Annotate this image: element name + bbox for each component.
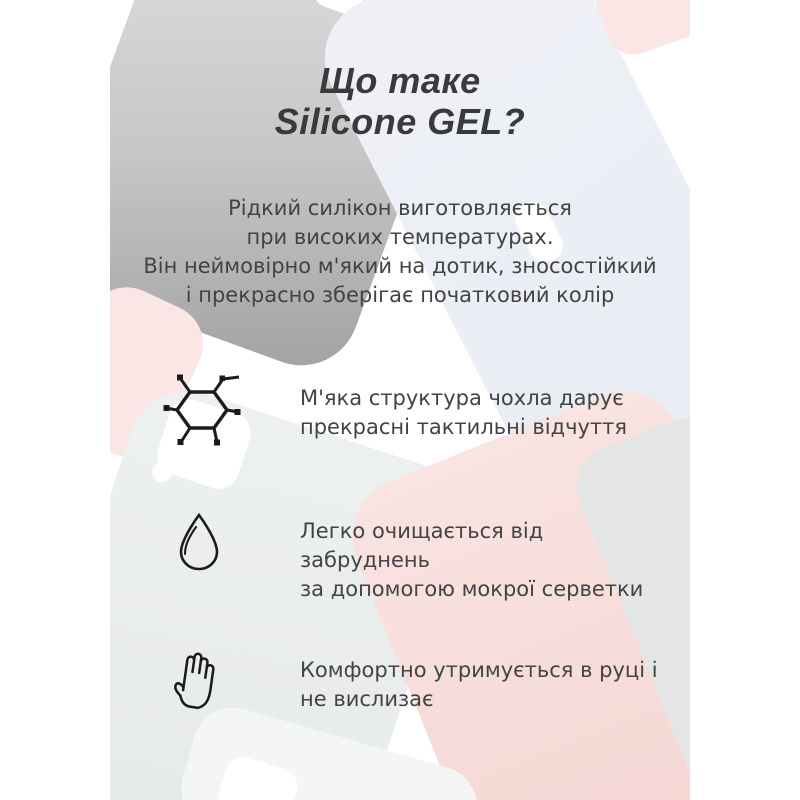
page-title [110, 60, 690, 142]
intro-line-4: і прекрасно зберігає початковий колір [185, 283, 615, 307]
intro-line-3: Він неймовірно м'який на дотик, зносостійкий [143, 254, 657, 278]
feature-text-easy-clean [300, 517, 660, 604]
feature-line: М'яка структура чохла дарує [300, 386, 624, 410]
hand-icon [167, 649, 221, 711]
title-line-1: Що таке [319, 60, 481, 101]
intro-line-1: Рідкий силікон виготовляється [228, 196, 572, 220]
feature-line: не вислизає [300, 687, 434, 711]
feature-text-good-grip [300, 656, 660, 714]
feature-line: прекрасні тактильні відчуття [300, 415, 628, 439]
feature-line: за допомогою мокрої серветки [300, 577, 644, 601]
feature-line: Легко очищається від забруднень [300, 519, 544, 572]
water-drop-icon [176, 511, 222, 571]
intro-paragraph [110, 194, 690, 310]
molecule-icon [163, 371, 241, 451]
title-line-2: Silicone GEL? [274, 101, 526, 142]
feature-line: Комфортно утримується в руці і [300, 658, 658, 682]
feature-text-soft-structure [300, 384, 660, 442]
intro-line-2: при високих температурах. [246, 225, 554, 249]
